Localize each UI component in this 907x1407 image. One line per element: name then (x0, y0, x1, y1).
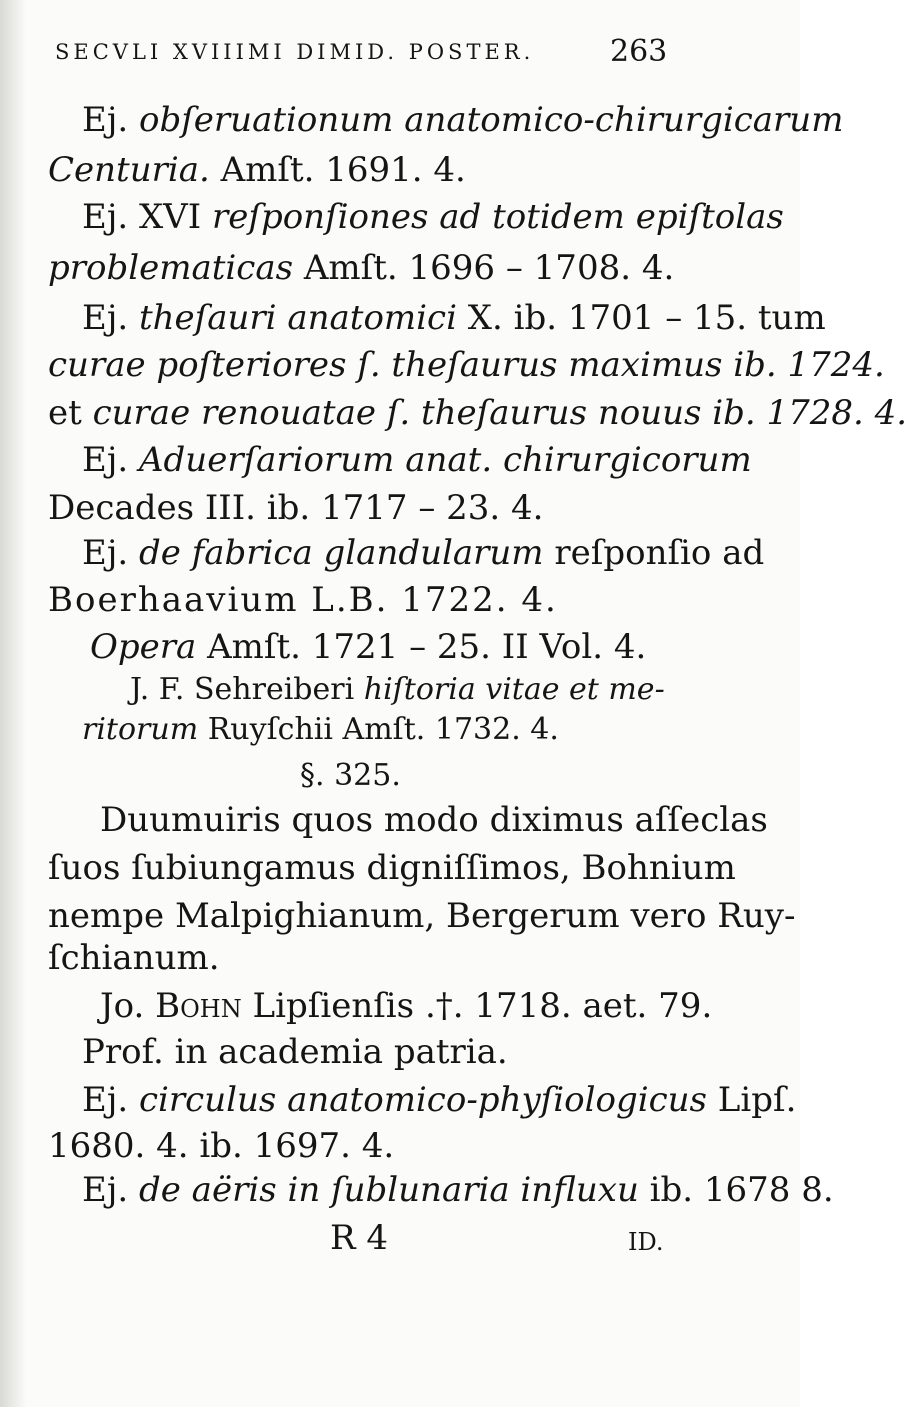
text-line (48, 488, 543, 528)
line-lead: 1680. 4. ib. 1697. 4. (48, 1126, 395, 1166)
line-lead: et (48, 393, 82, 433)
line-italic: ritorum (82, 712, 199, 747)
line-italic: reſponſiones ad totidem epiſtolas (211, 197, 784, 237)
line-rest: Ruyſchii Amſt. 1732. 4. (207, 712, 559, 747)
line-lead: Ej. (82, 440, 129, 480)
text-line (130, 670, 665, 710)
text-line (48, 580, 558, 620)
line-rest: Lipſ. (717, 1080, 797, 1120)
line-italic: Opera (90, 627, 197, 667)
line-lead: ſchianum. (48, 938, 220, 978)
author-name: Bohn (155, 986, 242, 1026)
line-italic: Aduerſariorum anat. chirurgicorum (138, 440, 752, 480)
line-italic: theſauri anatomici (138, 298, 457, 338)
line-lead: Ej. XVI (82, 197, 202, 237)
line-italic: curae poſteriores (48, 345, 347, 385)
text-line (82, 298, 826, 338)
catchword: ID. (628, 1228, 664, 1256)
line-lead: J. F. Sehreiberi (130, 672, 355, 707)
text-line (48, 1126, 394, 1166)
text-line (100, 800, 768, 840)
line-lead: Ej. (82, 1170, 129, 1210)
line-italic: ſ. theſaurus maximus ib. 1724. (357, 345, 885, 385)
line-lead: Boerhaavium L.B. 1722. 4. (48, 580, 558, 620)
text-line (82, 710, 559, 750)
line-lead: §. 325. (300, 758, 401, 793)
line-italic: ſ. theſaurus nouus ib. 1728. 4. (386, 393, 907, 433)
text-line (100, 986, 712, 1026)
text-line (82, 533, 764, 573)
page-edge-shadow (0, 0, 26, 1407)
line-rest: ib. 1678 8. (649, 1170, 834, 1210)
line-italic: de fabrica glandularum (138, 533, 544, 573)
line-italic: problematicas (48, 248, 294, 288)
line-rest: Lipſienſis .†. 1718. aet. 79. (252, 986, 713, 1026)
line-lead: Duumuiris quos modo diximus aſſeclas (100, 800, 768, 840)
line-lead: Ej. (82, 298, 129, 338)
page-number: 263 (610, 34, 668, 69)
line-lead: Prof. in academia patria. (82, 1032, 508, 1072)
running-header (55, 40, 670, 64)
signature-mark: R 4 (330, 1218, 389, 1258)
line-italic: Centuria. (48, 150, 210, 190)
line-rest: reſponſio ad (554, 533, 765, 573)
text-line (82, 1032, 508, 1072)
line-italic: curae renouatae (92, 393, 376, 433)
line-italic: obſeruationum anatomico-chirurgicarum (138, 100, 844, 140)
line-italic: hiſtoria vitae et me- (363, 672, 665, 707)
line-rest: Amſt. 1691. 4. (220, 150, 466, 190)
text-line (48, 248, 674, 288)
text-line (82, 197, 784, 237)
section-number (300, 756, 401, 796)
text-line (48, 150, 466, 190)
line-rest: Amſt. 1721 – 25. II Vol. 4. (207, 627, 647, 667)
text-line (48, 896, 796, 936)
running-title: SECVLI XVIIIMI DIMID. POSTER. (55, 40, 535, 64)
line-italic: circulus anatomico-phyſiologicus (138, 1080, 707, 1120)
text-line (90, 627, 646, 667)
line-lead: Ej. (82, 533, 129, 573)
text-line (82, 1170, 834, 1210)
line-lead: Decades III. ib. 1717 – 23. 4. (48, 488, 544, 528)
text-line (82, 440, 752, 480)
line-lead: Jo. (100, 986, 145, 1026)
line-rest: X. ib. 1701 – 15. tum (467, 298, 826, 338)
line-lead: ſuos ſubiungamus digniſſimos, Bohnium (48, 848, 736, 888)
line-rest: Amſt. 1696 – 1708. 4. (303, 248, 675, 288)
text-line (48, 393, 907, 433)
text-line (48, 938, 220, 978)
line-italic: de aëris in ſublunaria influxu (138, 1170, 639, 1210)
line-lead: nempe Malpighianum, Bergerum vero Ruy- (48, 896, 796, 936)
text-line (48, 345, 885, 385)
text-line (82, 1080, 796, 1120)
text-line (48, 848, 736, 888)
text-line (82, 100, 843, 140)
line-lead: Ej. (82, 1080, 129, 1120)
line-lead: Ej. (82, 100, 129, 140)
